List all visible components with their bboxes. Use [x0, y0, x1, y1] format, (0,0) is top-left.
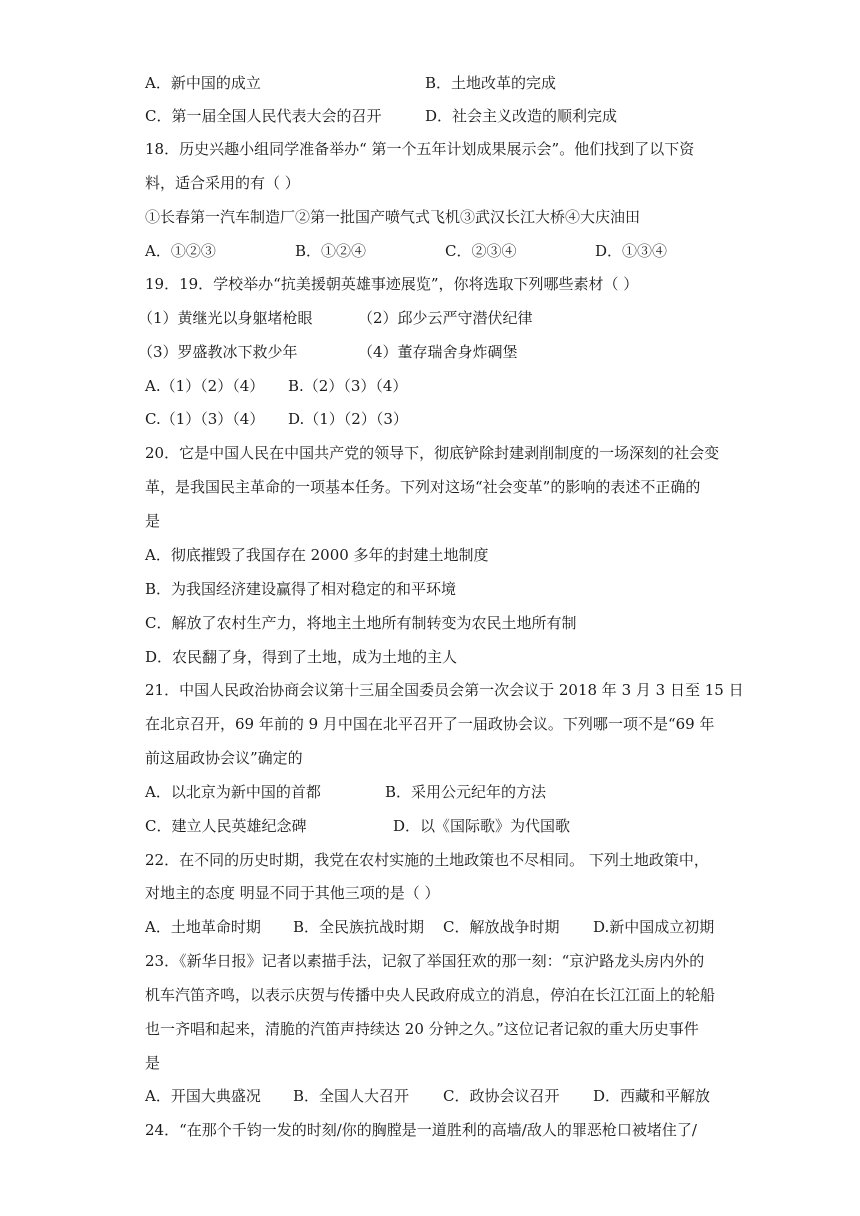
q19-option-c: C.（1）（3）（4） — [145, 410, 265, 428]
q21-stem-line3: 前这届政协会议”确定的 — [145, 749, 303, 767]
q23-stem-line1: 23．《新华日报》记者以素描手法，记叙了举国狂欢的那一刻：“京沪路龙头房内外的 — [145, 952, 705, 970]
q19-item-3: （3）罗盛教冰下救少年 — [138, 343, 298, 361]
q17-option-d: D．社会主义改造的顺利完成 — [425, 107, 618, 125]
q22-option-b: B．全民族抗战时期 — [293, 918, 425, 936]
q20-stem-line2: 革，是我国民主革命的一项基本任务。下列对这场“社会变革”的影响的表述不正确的 — [145, 478, 701, 496]
q23-stem-line2: 机车汽笛齐鸣，以表示庆贺与传播中央人民政府成立的消息，停泊在长江江面上的轮船 — [145, 986, 716, 1004]
q17-option-a: A．新中国的成立 — [145, 74, 261, 92]
q23-option-a: A．开国大典盛况 — [145, 1087, 261, 1105]
q22-option-c: C．解放战争时期 — [443, 918, 560, 936]
q19-item-2: （2）邱少云严守潜伏纪律 — [358, 309, 533, 327]
q20-stem-line1: 20．它是中国人民在中国共产党的领导下，彻底铲除封建剥削制度的一场深刻的社会变 — [145, 444, 720, 462]
q22-option-a: A．土地革命时期 — [145, 918, 261, 936]
q19-stem: 19．19．学校举办“抗美援朝英雄事迹展览”，你将选取下列哪些素材（ ） — [145, 275, 639, 293]
q21-option-d: D．以《国际歌》为代国歌 — [393, 817, 571, 835]
q18-stem-line1: 18．历史兴趣小组同学准备举办“ 第一个五年计划成果展示会”。他们找到了以下资 — [145, 140, 695, 158]
q23-option-b: B．全国人大召开 — [293, 1087, 410, 1105]
q24-stem-line1: 24．“在那个千钧一发的时刻/你的胸膛是一道胜利的高墙/敌人的罪恶枪口被堵住了/ — [145, 1121, 697, 1139]
q18-items: ①长春第一汽车制造厂②第一批国产喷气式飞机③武汉长江大桥④大庆油田 — [145, 208, 641, 226]
q22-stem-line2: 对地主的态度 明显不同于其他三项的是（ ） — [145, 884, 440, 902]
q18-stem-line2: 料，适合采用的有（ ） — [145, 174, 300, 192]
q21-option-a: A．以北京为新中国的首都 — [145, 783, 321, 801]
q23-option-c: C．政协会议召开 — [443, 1087, 560, 1105]
q22-stem-line1: 22．在不同的历史时期，我党在农村实施的土地政策也不尽相同。 下列土地政策中， — [145, 851, 709, 869]
q20-stem-line3: 是 — [145, 512, 161, 530]
q21-stem-line1: 21．中国人民政治协商会议第十三届全国委员会第一次会议于 2018 年 3 月 3 日至 15 日 — [145, 681, 744, 699]
q20-option-d: D．农民翻了身，得到了土地，成为土地的主人 — [145, 648, 458, 666]
q20-option-a: A．彻底摧毁了我国存在 2000 多年的封建土地制度 — [145, 546, 489, 564]
q17-option-b: B．土地改革的完成 — [425, 74, 557, 92]
q18-option-b: B．①②④ — [295, 242, 367, 260]
q23-stem-line3: 也一齐唱和起来，清脆的汽笛声持续达 20 分钟之久。”这位记者记叙的重大历史事件 — [145, 1020, 699, 1038]
q17-option-c: C．第一届全国人民代表大会的召开 — [145, 107, 382, 125]
q19-option-a: A.（1）（2）（4） — [145, 377, 265, 395]
q21-stem-line2: 在北京召开，69 年前的 9 月中国在北平召开了一届政协会议。下列哪一项不是“69 年 — [145, 715, 715, 733]
q20-option-b: B．为我国经济建设赢得了相对稳定的和平环境 — [145, 580, 457, 598]
q18-option-d: D．①③④ — [595, 242, 668, 260]
q23-option-d: D．西藏和平解放 — [593, 1087, 711, 1105]
q19-item-4: （4）董存瑞舍身炸碉堡 — [358, 343, 518, 361]
q19-option-b: B.（2）（3）（4） — [288, 377, 408, 395]
q21-option-b: B．采用公元纪年的方法 — [385, 783, 547, 801]
q20-option-c: C．解放了农村生产力，将地主土地所有制转变为农民土地所有制 — [145, 614, 577, 632]
q18-option-a: A．①②③ — [145, 242, 216, 260]
q18-option-c: C．②③④ — [445, 242, 517, 260]
q19-item-1: （1）黄继光以身躯堵枪眼 — [138, 309, 313, 327]
q19-option-d: D.（1）（2）（3） — [288, 410, 408, 428]
q22-option-d: D.新中国成立初期 — [593, 918, 715, 936]
q21-option-c: C．建立人民英雄纪念碑 — [145, 817, 307, 835]
q23-stem-line4: 是 — [145, 1054, 161, 1072]
